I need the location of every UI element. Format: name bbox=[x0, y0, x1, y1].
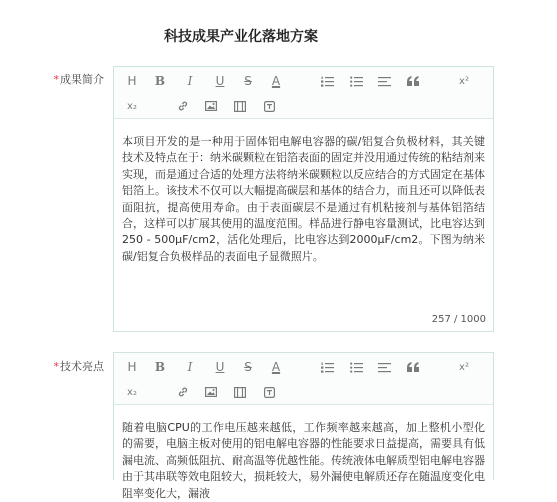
image-icon[interactable] bbox=[201, 96, 221, 116]
ordered-list-icon[interactable] bbox=[317, 357, 337, 377]
font-color-button[interactable]: A bbox=[271, 74, 281, 88]
underline-button[interactable]: U bbox=[215, 360, 225, 374]
editor-toolbar bbox=[114, 67, 493, 119]
bullet-list-icon[interactable] bbox=[346, 71, 366, 91]
link-icon[interactable] bbox=[173, 96, 193, 116]
clear-format-icon[interactable] bbox=[259, 382, 279, 402]
field-label bbox=[40, 73, 104, 87]
italic-button[interactable]: I bbox=[187, 74, 193, 88]
subscript-button[interactable]: x₂ bbox=[127, 386, 137, 398]
editor-toolbar bbox=[114, 353, 493, 405]
rich-text-editor[interactable] bbox=[113, 352, 494, 500]
blockquote-icon[interactable] bbox=[403, 71, 423, 91]
subscript-button[interactable]: x₂ bbox=[127, 100, 137, 112]
clear-format-icon[interactable] bbox=[259, 96, 279, 116]
ordered-list-icon[interactable] bbox=[317, 71, 337, 91]
font-color-button[interactable]: A bbox=[271, 360, 281, 374]
strikethrough-button[interactable]: S bbox=[244, 360, 252, 374]
link-icon[interactable] bbox=[173, 382, 193, 402]
superscript-button[interactable]: x² bbox=[459, 75, 469, 87]
char-counter: 257 / 1000 bbox=[431, 314, 486, 325]
underline-button[interactable]: U bbox=[215, 74, 225, 88]
field-label-text: 技术亮点 bbox=[60, 360, 104, 373]
video-icon[interactable] bbox=[230, 96, 250, 116]
strikethrough-button[interactable]: S bbox=[244, 74, 252, 88]
image-icon[interactable] bbox=[201, 382, 221, 402]
blockquote-icon[interactable] bbox=[403, 357, 423, 377]
bullet-list-icon[interactable] bbox=[346, 357, 366, 377]
align-icon[interactable] bbox=[374, 71, 394, 91]
heading-button[interactable]: H bbox=[127, 360, 137, 374]
required-mark: * bbox=[53, 360, 59, 373]
page-title: 科技成果产业化落地方案 bbox=[164, 29, 318, 45]
field-label bbox=[40, 360, 104, 374]
field-label-text: 成果简介 bbox=[60, 73, 104, 86]
italic-button[interactable]: I bbox=[187, 360, 193, 374]
bold-button[interactable]: B bbox=[154, 360, 166, 374]
bold-button[interactable]: B bbox=[154, 74, 166, 88]
superscript-button[interactable]: x² bbox=[459, 361, 469, 373]
heading-button[interactable]: H bbox=[127, 74, 137, 88]
video-icon[interactable] bbox=[230, 382, 250, 402]
align-icon[interactable] bbox=[374, 357, 394, 377]
editor-content[interactable]: 本项目开发的是一种用于固体铝电解电容器的碳/铝复合负极材料，其关键技术及特点在于：纳米碳颗粒在铝箔表面的固定并没用通过传统的粘结剂来实现，而是通过合适的处理方法将纳米碳颗粒以反应结合的方式固定在基体铝箔上。该技术不仅可以大幅提高碳层和基体的结合力，而且还可以降低表面阻抗，提高使用寿命。由于表面碳层不是通过有机粘接剂与基体铝箔结合，这样可以扩展其使用的温度范围。样品进行静电容量测试，比电容达到250 - 500μF/cm2，活化处理后，比电容达到2000μF/cm2。下图为纳米碳/铝复合负极样品的表面电子显微照片。 bbox=[122, 135, 485, 263]
required-mark: * bbox=[53, 73, 59, 86]
rich-text-editor[interactable] bbox=[113, 66, 494, 332]
editor-content[interactable]: 随着电脑CPU的工作电压越来越低，工作频率越来越高，加上整机小型化的需要，电脑主板对使用的铝电解电容器的性能要求日益提高，需要具有低漏电流、高频低阻抗、耐高温等优越性能。传统液体电解质型铝电解电容器由于其串联等效电阻较大，损耗较大，易外漏使电解质还存在随温度变化电阻率变化大，漏液 bbox=[122, 421, 485, 500]
